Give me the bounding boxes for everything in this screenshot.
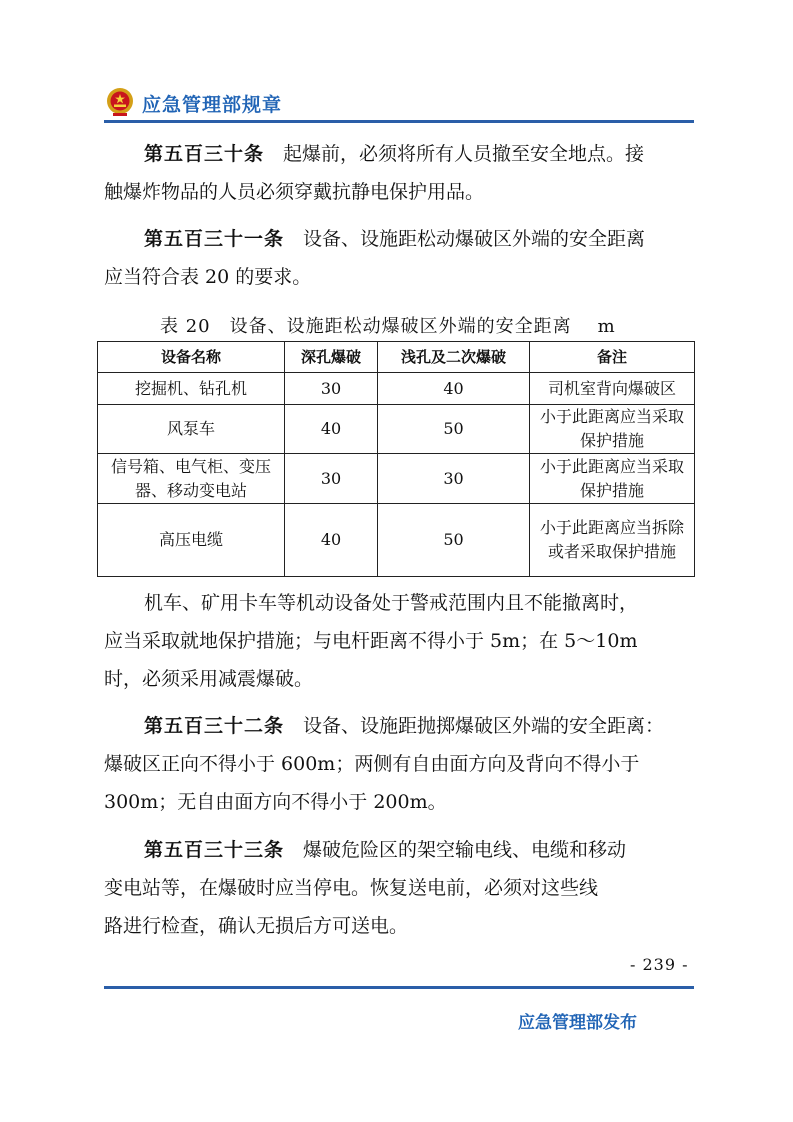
table-cell: 40 (285, 504, 378, 577)
table-row (98, 405, 695, 454)
page-number: - 239 - (630, 955, 689, 974)
table-row (98, 454, 695, 504)
header-title: 应急管理部规章 (142, 94, 283, 116)
article-533 (104, 831, 696, 945)
table-caption-text: 表 20 设备、设施距松动爆破区外端的安全距离 (160, 316, 572, 337)
national-emblem-icon (104, 86, 136, 118)
article-531 (104, 220, 696, 296)
table-cell: 50 (378, 504, 530, 577)
article-number: 第五百三十二条 (144, 715, 285, 737)
article-text: 变电站等，在爆破时应当停电。恢复送电前，必须对这些线 (104, 877, 599, 899)
article-532 (104, 707, 696, 821)
column-header: 备注 (530, 342, 695, 373)
table-caption (160, 312, 616, 338)
article-text: 300m；无自由面方向不得小于 200m。 (104, 791, 447, 813)
post-table-paragraph (104, 584, 696, 698)
table-row (98, 504, 695, 577)
table-cell: 风泵车 (98, 405, 285, 454)
paragraph-text: 时，必须采用减震爆破。 (104, 668, 314, 690)
article-text: 起爆前，必须将所有人员撤至安全地点。接 (283, 143, 645, 165)
paragraph-text: 机车、矿用卡车等机动设备处于警戒范围内且不能撤离时， (144, 592, 639, 614)
article-530 (104, 135, 696, 211)
table-unit: m (597, 316, 616, 337)
article-text: 设备、设施距抛掷爆破区外端的安全距离： (303, 715, 665, 737)
table-header-row (98, 342, 695, 373)
article-text: 应当符合表 20 的要求。 (104, 266, 312, 288)
table-cell: 小于此距离应当采取保护措施 (530, 405, 695, 454)
article-number: 第五百三十一条 (144, 228, 285, 250)
footer-divider (104, 986, 694, 989)
table-cell: 挖掘机、钻孔机 (98, 373, 285, 405)
article-text: 触爆炸物品的人员必须穿戴抗静电保护用品。 (104, 181, 485, 203)
table-row (98, 373, 695, 405)
article-number: 第五百三十三条 (144, 839, 285, 861)
table-cell: 小于此距离应当拆除或者采取保护措施 (530, 504, 695, 577)
paragraph-text: 应当采取就地保护措施；与电杆距离不得小于 5m；在 5～10m (104, 630, 638, 652)
article-text: 爆破区正向不得小于 600m；两侧有自由面方向及背向不得小于 (104, 753, 640, 775)
table-cell: 30 (378, 454, 530, 504)
table-cell: 30 (285, 373, 378, 405)
article-number: 第五百三十条 (144, 143, 265, 165)
page-header (104, 86, 694, 126)
column-header: 深孔爆破 (285, 342, 378, 373)
header-divider (104, 120, 694, 123)
footer-title: 应急管理部发布 (518, 1013, 637, 1033)
article-text: 路进行检查，确认无损后方可送电。 (104, 915, 409, 937)
safety-distance-table (97, 341, 695, 577)
table-cell: 40 (285, 405, 378, 454)
table-cell: 信号箱、电气柜、变压器、移动变电站 (98, 454, 285, 504)
table-cell: 50 (378, 405, 530, 454)
table-cell: 40 (378, 373, 530, 405)
table-cell: 小于此距离应当采取保护措施 (530, 454, 695, 504)
table-cell: 30 (285, 454, 378, 504)
table-cell: 司机室背向爆破区 (530, 373, 695, 405)
article-text: 设备、设施距松动爆破区外端的安全距离 (303, 228, 646, 250)
table-cell: 高压电缆 (98, 504, 285, 577)
article-text: 爆破危险区的架空输电线、电缆和移动 (303, 839, 627, 861)
column-header: 浅孔及二次爆破 (378, 342, 530, 373)
column-header: 设备名称 (98, 342, 285, 373)
